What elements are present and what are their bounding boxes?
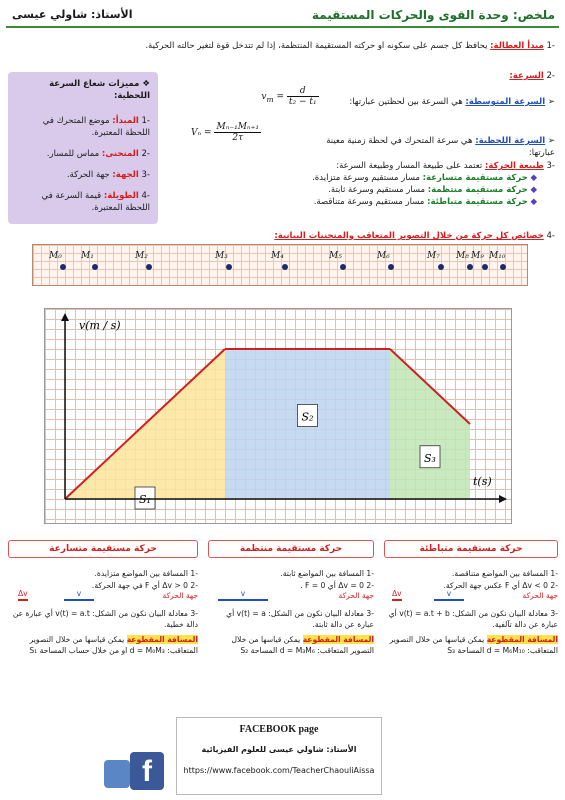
strobe-label: M₇ — [427, 251, 440, 261]
section-heading: مبدأ العطالة: — [490, 41, 544, 51]
bullet-icon: ◆ — [530, 197, 537, 207]
column-decelerated: حركة مستقيمة متباطئة -1 المسافة بين المواضع متناقصة. -2 Δv < 0 أي F عكس جهة الحركة. جهة الحركة Δv v -3 معادلة البيان تكون من الشكل: v(t) = a.t + b أي عبارة عن دالة تآلفية. المسافة المقطوعة يمكن قياسها من خلال التصوير المتعاقب: d = M₆M₁₀ المساحة S₃ — [384, 540, 558, 657]
page-header — [6, 6, 559, 28]
avg-speed-formula: $v_m$ = $\frac{d}{\text{t₂ − t₁}}$ — [261, 86, 317, 107]
strobe-label: M₀ — [49, 251, 62, 261]
strobe-label: M₄ — [271, 251, 284, 261]
strobe-label: M₁₀ — [489, 251, 506, 261]
y-axis-arrow — [61, 313, 69, 321]
motion-type-list — [175, 172, 555, 208]
facebook-logo-icon: f — [130, 752, 164, 790]
thumbs-up-icon — [104, 760, 130, 788]
strobe-point — [438, 264, 444, 270]
x-axis-label: t(s) — [473, 475, 492, 488]
section-inertia — [10, 40, 555, 52]
motion-type-item: ◆ حركة مستقيمة متباطئة: مسار مستقيم وسرعة متناقصة. — [313, 197, 537, 207]
facebook-title: FACEBOOK page — [239, 724, 319, 735]
col-title: حركة مستقيمة منتظمة — [208, 540, 374, 558]
strobe-point — [92, 264, 98, 270]
box-item: -3 الجهة: جهة الحركة. — [66, 170, 150, 180]
section-properties: -4 خصائص كل حركة من خلال التصوير المتعاقب والمنحنيات البيانية: — [274, 231, 555, 241]
facebook-link[interactable]: https://www.facebook.com/TeacherChaouliAissa — [183, 766, 375, 775]
strobe-label: M₉ — [471, 251, 484, 261]
strobe-point — [282, 264, 288, 270]
box-item: -2 المنحنى: مماس للمسار. — [46, 149, 150, 159]
strobe-point — [226, 264, 232, 270]
strobe-point — [467, 264, 473, 270]
box-items — [8, 115, 158, 214]
bullet-icon: ◆ — [530, 173, 537, 183]
motion-type-item: ◆ حركة مستقيمة منتظمة: مسار مستقيم وسرعة ثابتة. — [328, 185, 537, 195]
facebook-like-icon — [104, 748, 166, 792]
strobe-point — [146, 264, 152, 270]
area-3 — [390, 349, 470, 499]
author-name: الأستاذ: شاولي عيسى — [12, 8, 133, 21]
section-number: -1 — [546, 41, 555, 51]
vector-diagram: جهة الحركة Δv v — [392, 589, 558, 600]
strobe-label: M₅ — [329, 251, 342, 261]
inst-speed-formula: Vₙ = $\frac{\text{Mₙ₋₁Mₙ₊₁}}{2\tau}$ — [191, 122, 259, 143]
area-label: S₃ — [424, 451, 436, 465]
facebook-author: الأستاذ: شاولي عيسى للعلوم الفيزيائية — [201, 745, 357, 754]
section-heading: خصائص كل حركة من خلال التصوير المتعاقب والمنحنيات البيانية: — [274, 231, 544, 241]
strobe-label: M₈ — [456, 251, 469, 261]
x-axis-arrow — [499, 495, 507, 503]
strobe-point — [388, 264, 394, 270]
section-speed: -2 السرعة: — [509, 71, 555, 81]
vector-diagram: جهة الحركة Δv v — [18, 589, 198, 600]
section-motion-type: -3 طبيعة الحركة: تعتمد على طبيعة المسار وطبيعة السرعة: ◆ حركة مستقيمة متسارعة: مسار مستقيم وسرعة متزايدة. ◆ حركة مستقيمة منتظمة: مسار مستقيم وسرعة ثابتة. ◆ حركة مستقيمة متباطئة: مسار مستقيم وسرعة متناقصة. — [175, 160, 555, 208]
strobe-point — [340, 264, 346, 270]
motion-type-item: ◆ حركة مستقيمة متسارعة: مسار مستقيم وسرعة متزايدة. — [312, 173, 537, 183]
avg-speed-row: ➢ السرعة المتوسطة: هي السرعة بين لحظتين عبارتها: — [349, 97, 555, 107]
area-label: S₂ — [301, 410, 314, 424]
box-item: -1 المبدأ: موضع المتحرك في اللحظة المعتبرة. — [42, 116, 150, 138]
strobe-point — [500, 264, 506, 270]
strobe-photo-strip — [32, 244, 528, 286]
strobe-point — [60, 264, 66, 270]
box-item: -4 الطويلة: قيمة السرعة في اللحظة المعتبرة. — [41, 191, 150, 213]
velocity-time-chart — [44, 308, 512, 524]
box-title: ❖ مميزات شعاع السرعة اللحظية: — [49, 79, 150, 101]
chart-svg — [45, 309, 513, 525]
strobe-label: M₆ — [377, 251, 390, 261]
strobe-label: M₃ — [215, 251, 228, 261]
section-body: يحافظ كل جسم على سكونه او حركته المستقيمة المنتظمة، إذا لم تتدخل قوة لتغير حالته الحركية. — [145, 41, 488, 51]
bullet-icon: ◆ — [530, 185, 537, 195]
column-accelerated: حركة مستقيمة متسارعة -1 المسافة بين المواضع متزايدة. -2 Δv > 0 أي F في جهة الحركة. جهة الحركة Δv v -3 معادلة البيان تكون من الشكل: v(t) = a.t أي عبارة عن دالة خطية. المسافة المقطوعة يمكن قياسها من خلال التصوير المتعاقب: d = M₀M₃ او من خلال حساب المساحة S₁ — [8, 540, 198, 657]
vector-diagram: جهة الحركة v — [208, 592, 374, 604]
section-heading: السرعة: — [509, 71, 544, 81]
strobe-label: M₂ — [135, 251, 148, 261]
section-heading: طبيعة الحركة: — [484, 161, 544, 171]
inst-speed-row: ➢ السرعة اللحظية: هي سرعة المتحرك في لحظة زمنية معينة عبارتها: — [326, 136, 555, 158]
facebook-box — [176, 717, 382, 795]
y-axis-label: v(m / s) — [79, 319, 121, 332]
area-label: S₁ — [139, 493, 151, 506]
page-title: ملخص: وحدة القوى والحركات المستقيمة — [311, 8, 555, 22]
col-title: حركة مستقيمة متباطئة — [384, 540, 558, 558]
strobe-label: M₁ — [81, 251, 94, 261]
column-uniform: حركة مستقيمة منتظمة -1 المسافة بين المواضع ثابتة. -2 Δv = 0 أي F = 0 . جهة الحركة v -3 معادلة البيان تكون من الشكل: v(t) = a أي عبارة عن دالة ثابتة. المسافة المقطوعة يمكن قياسها من خلال التصوير المتعاقب: d = M₃M₆ المساحة S₂ — [208, 540, 374, 657]
velocity-vector-box — [8, 72, 158, 224]
strobe-point — [482, 264, 488, 270]
col-title: حركة مستقيمة متسارعة — [8, 540, 198, 558]
